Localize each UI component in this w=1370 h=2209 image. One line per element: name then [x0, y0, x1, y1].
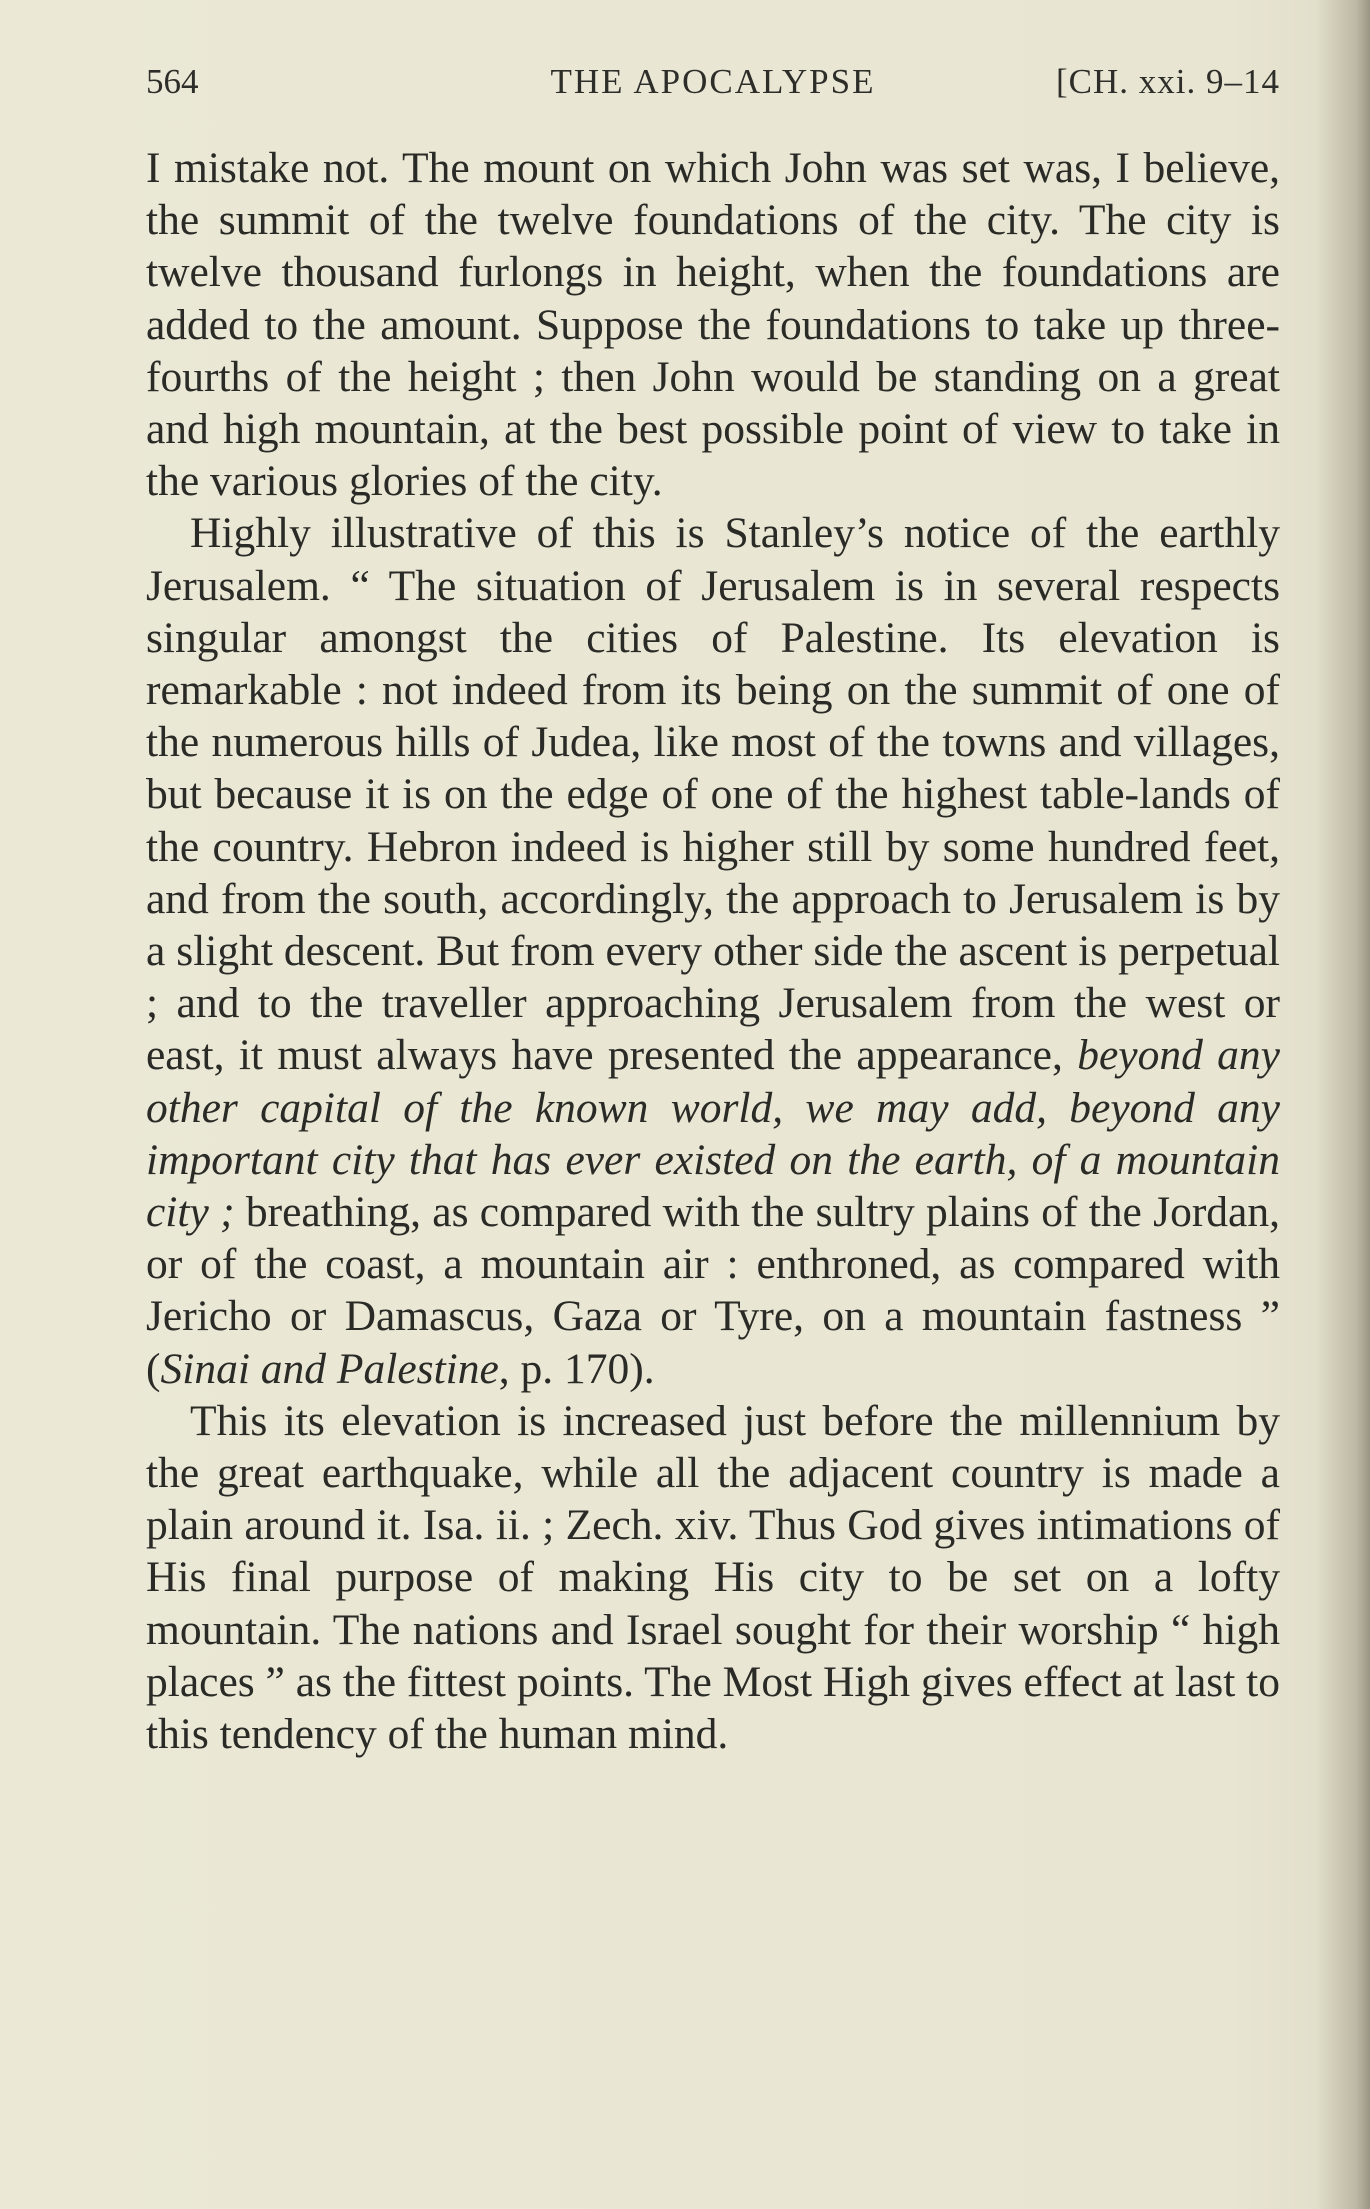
paragraph-1-text: I mistake not. The mount on which John was set was, I believe, the summit of the twelve foundations of the city. The city is twelve thousand furlongs in height, when the foundations are added to the amount. Suppose the foundations to take up three-fourths of the height ; then John would be standing on a great and high mountain, at the best possible point of view to take in the various glories of the city. — [146, 144, 1280, 506]
body-text — [146, 142, 1280, 1760]
paragraph-2 — [146, 507, 1280, 1394]
paragraph-2-text: Highly illustrative of this is Stanley’s notice of the earthly Jerusalem. “ The situation of Jerusalem is in several respects singular amongst the cities of Palestine. Its elevation is remarkable : not indeed from its being on the summit of one of the numerous hills of Judea, like most of the towns and villages, but because it is on the edge of one of the highest table-lands of the country. Hebron indeed is higher still by some hundred feet, and from the south, accordingly, the approach to Jerusalem is by a slight descent. But from every other side the ascent is perpetual ; and to the traveller approaching Jerusalem from the west or east, it must always have presented the appearance, — [146, 509, 1280, 1080]
book-title-citation: Sinai and Palestine — [160, 1344, 499, 1393]
paragraph-3-text: This its elevation is increased just before the millennium by the great earthquake, while all the adjacent country is made a plain around it. Isa. ii. ; Zech. xiv. Thus God gives intimations of His final purpose of making His city to be set on a lofty mountain. The nations and Israel sought for their worship “ high places ” as the fittest points. The Most High gives effect at last to this tendency of the human mind. — [146, 1396, 1280, 1759]
running-title: THE APOCALYPSE — [550, 62, 876, 101]
italic-quote: beyond any other capital of the known world, we may add, beyond any important city that has ever existed on the earth, of a mountain city ; — [146, 1031, 1280, 1237]
paragraph-2-text-cont: breathing, as compared with the sultry plains of the Jordan, or of the coast, a mountain air : enthroned, as compared with Jericho or Damascus, Gaza or Tyre, on a mountain fastness ” ( — [146, 1188, 1280, 1393]
page-number: 564 — [146, 62, 199, 101]
page-header — [146, 60, 1280, 104]
chapter-reference: [CH. xxi. 9–14 — [1056, 62, 1280, 101]
paragraph-3 — [146, 1395, 1280, 1760]
page-citation: , p. 170). — [498, 1344, 655, 1393]
paragraph-1 — [146, 142, 1280, 507]
